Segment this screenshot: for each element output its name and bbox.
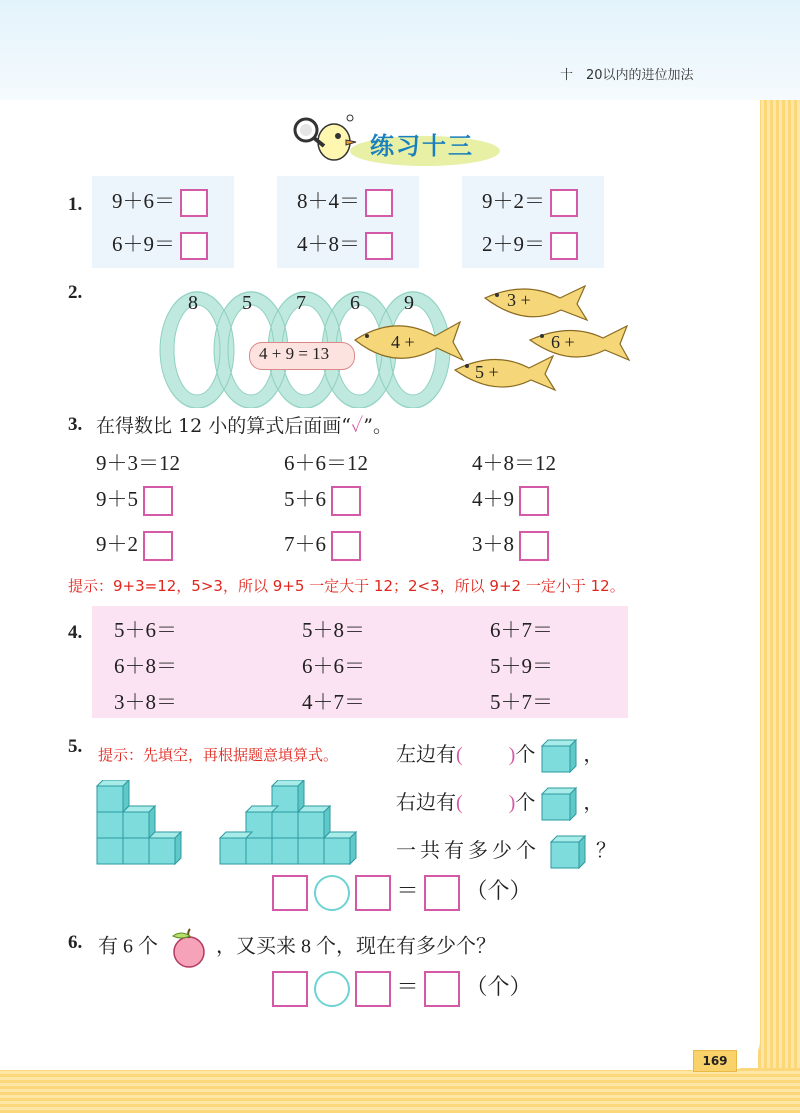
q4-eq: 6＋7＝ <box>490 618 553 642</box>
answer-box[interactable] <box>550 232 578 260</box>
answer-box[interactable] <box>272 971 308 1007</box>
q3-row: 4＋9 <box>472 483 549 516</box>
q5-total-question: 一共有多少个 ？ <box>396 834 620 870</box>
question-number-1: 1. <box>68 194 83 215</box>
q3-row: 5＋6 <box>284 483 361 516</box>
q4-eq: 6＋6＝ <box>302 654 365 678</box>
page-edge-bottom <box>0 1068 800 1113</box>
q3-given-3: 4＋8＝12 <box>472 451 556 475</box>
q3-row: 9＋2 <box>96 528 173 561</box>
q3-given-2: 6＋6＝12 <box>284 451 368 475</box>
q1-eq-3: 9＋2＝ <box>482 185 578 217</box>
q6-equation-row: ＝ （个） <box>272 970 532 1007</box>
q4-eq: 3＋8＝ <box>114 690 177 714</box>
answer-box[interactable] <box>424 875 460 911</box>
answer-box[interactable] <box>272 875 308 911</box>
bird-magnifier-icon <box>292 112 362 164</box>
q1-eq-5: 4＋8＝ <box>297 228 393 260</box>
q1-eq-6: 2＋9＝ <box>482 228 578 260</box>
check-box[interactable] <box>331 486 361 516</box>
q5-equation-row: ＝ （个） <box>272 874 532 911</box>
answer-box[interactable] <box>424 971 460 1007</box>
ring-number: 8 <box>188 292 198 314</box>
answer-box[interactable] <box>180 232 208 260</box>
answer-box[interactable] <box>365 232 393 260</box>
q3-prompt: 在得数比 12 小的算式后面画“✓”。 <box>96 415 392 437</box>
q4-eq: 5＋9＝ <box>490 654 553 678</box>
ring-number: 5 <box>242 292 252 314</box>
cube-icon <box>540 786 578 822</box>
question-number-2: 2. <box>68 282 83 303</box>
q3-hint: 提示：9+3=12，5>3，所以 9+5 一定大于 12；2<3，所以 9+2 一定小于 12。 <box>68 577 625 595</box>
q4-eq: 5＋7＝ <box>490 690 553 714</box>
ring-number: 6 <box>350 292 360 314</box>
q1-eq-4: 6＋9＝ <box>112 228 208 260</box>
q2-figure <box>155 284 635 408</box>
answer-box[interactable] <box>180 189 208 217</box>
fish-label: 3 + <box>507 290 531 310</box>
q3-row: 7＋6 <box>284 528 361 561</box>
page-title: 练习十三 <box>370 132 474 160</box>
cube-stack-right <box>218 780 358 870</box>
fish-label: 4 + <box>391 332 415 352</box>
example-equation: 4 + 9 = 13 <box>259 344 330 363</box>
answer-box[interactable] <box>365 189 393 217</box>
q4-eq: 5＋6＝ <box>114 618 177 642</box>
check-mark-icon: ✓ <box>350 415 364 437</box>
q1-eq-2: 8＋4＝ <box>297 185 393 217</box>
check-box[interactable] <box>519 486 549 516</box>
answer-box[interactable] <box>355 971 391 1007</box>
ring-number: 9 <box>404 292 414 314</box>
answer-box[interactable] <box>550 189 578 217</box>
q4-eq: 4＋7＝ <box>302 690 365 714</box>
fish-label: 6 + <box>551 332 575 352</box>
question-number-5: 5. <box>68 736 83 757</box>
operator-circle[interactable] <box>314 971 350 1007</box>
apple-icon <box>163 928 211 968</box>
q5-left-count: 左边有( )个 ， <box>396 738 603 774</box>
q6-prompt: 有 6 个 ，又买来 8 个，现在有多少个？ <box>98 928 496 968</box>
q5-hint: 提示：先填空，再根据题意填算式。 <box>98 746 339 764</box>
check-box[interactable] <box>331 531 361 561</box>
q5-right-count: 右边有( )个 ， <box>396 786 603 822</box>
chapter-header: 十 20以内的进位加法 <box>560 68 694 83</box>
cube-icon <box>549 834 587 870</box>
question-number-6: 6. <box>68 932 83 953</box>
q3-row: 3＋8 <box>472 528 549 561</box>
ring-number: 7 <box>296 292 306 314</box>
question-number-3: 3. <box>68 414 83 435</box>
q3-given-1: 9＋3＝12 <box>96 451 180 475</box>
page-edge-right <box>758 100 800 1113</box>
check-box[interactable] <box>519 531 549 561</box>
q1-eq-1: 9＋6＝ <box>112 185 208 217</box>
answer-box[interactable] <box>355 875 391 911</box>
cube-icon <box>540 738 578 774</box>
cube-stack-left <box>95 780 190 870</box>
check-box[interactable] <box>143 486 173 516</box>
question-number-4: 4. <box>68 622 83 643</box>
operator-circle[interactable] <box>314 875 350 911</box>
q4-eq: 5＋8＝ <box>302 618 365 642</box>
check-box[interactable] <box>143 531 173 561</box>
fish-label: 5 + <box>475 362 499 382</box>
q4-eq: 6＋8＝ <box>114 654 177 678</box>
page-number: 169 <box>693 1050 737 1072</box>
q3-row: 9＋5 <box>96 483 173 516</box>
